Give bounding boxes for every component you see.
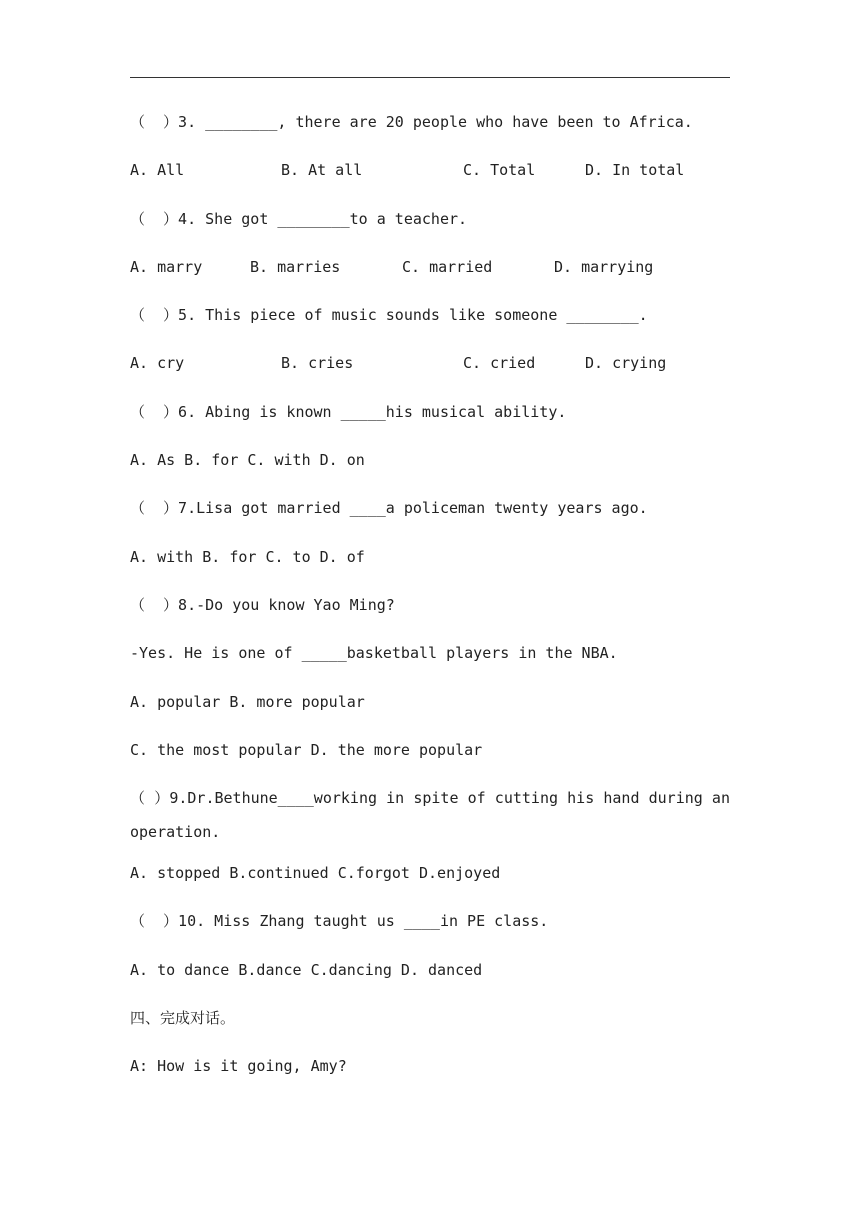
dialogue-line-1: A: How is it going, Amy? <box>130 1057 347 1076</box>
question-8-options-line-2: C. the most popular D. the more popular <box>130 740 483 759</box>
question-9-stem: （ ）9.Dr.Bethune____working in spite of cutting his hand during an operation. <box>130 789 730 842</box>
option-d: D. crying <box>585 354 667 373</box>
question-5-options <box>130 349 730 397</box>
option-d: D. marrying <box>554 257 654 276</box>
question-3-options <box>130 156 730 204</box>
option-b: B. cries <box>281 354 354 373</box>
question-10-options: A. to dance B.dance C.dancing D. danced <box>130 960 483 979</box>
option-a: A. marry <box>130 257 203 276</box>
question-7-options: A. with B. for C. to D. of <box>130 547 365 566</box>
question-10-stem: （ ）10. Miss Zhang taught us ____in PE class. <box>130 912 549 931</box>
header-rule <box>130 77 730 78</box>
question-4-stem: （ ）4. She got ________to a teacher. <box>130 209 468 228</box>
question-9-options: A. stopped B.continued C.forgot D.enjoyed <box>130 864 501 883</box>
option-c: C. married <box>402 257 493 276</box>
option-a: A. cry <box>130 354 185 373</box>
question-7-stem: （ ）7.Lisa got married ____a policeman twenty years ago. <box>130 499 648 518</box>
question-4-options <box>130 253 730 301</box>
question-8-stem: （ ）8.-Do you know Yao Ming? <box>130 595 395 614</box>
question-5-stem: （ ）5. This piece of music sounds like someone ________. <box>130 306 648 325</box>
section-4-heading: 四、完成对话。 <box>130 1009 236 1028</box>
option-d: D. In total <box>585 161 685 180</box>
option-b: B. marries <box>250 257 341 276</box>
question-8-options-line-1: A. popular B. more popular <box>130 692 365 711</box>
question-6-stem: （ ）6. Abing is known _____his musical ability. <box>130 402 567 421</box>
question-8-stem-answer: -Yes. He is one of _____basketball players in the NBA. <box>130 644 618 663</box>
question-3-stem: （ ）3. ________, there are 20 people who have been to Africa. <box>130 113 693 131</box>
question-content <box>130 108 730 1101</box>
option-b: B. At all <box>281 161 363 180</box>
question-6-options: A. As B. for C. with D. on <box>130 451 365 470</box>
option-a: A. All <box>130 161 185 180</box>
option-c: C. cried <box>463 354 536 373</box>
option-c: C. Total <box>463 161 536 180</box>
